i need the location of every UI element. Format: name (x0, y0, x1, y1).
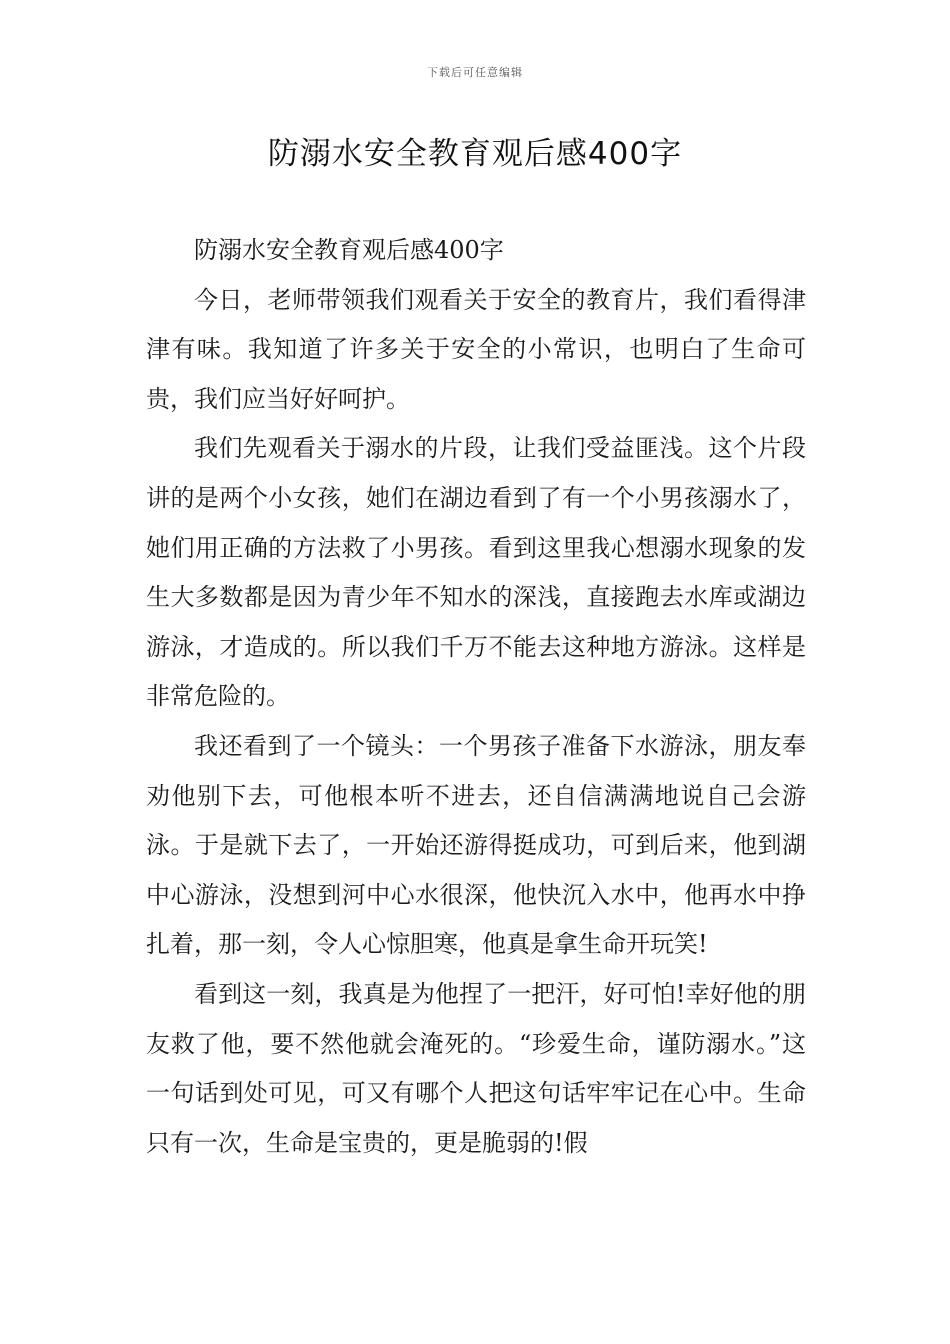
paragraph-4: 看到这一刻，我真是为他捏了一把汗，好可怕!幸好他的朋友救了他，要不然他就会淹死的。“珍爱生命，谨防溺水。”这一句话到处可见，可又有哪个人把这句话牢牢记在心中。生命只有一次，生命是宝贵的，更是脆弱的!假 (146, 979, 806, 1157)
paragraph-subtitle: 防溺水安全教育观后感400字 (194, 236, 504, 264)
paragraph-3: 我还看到了一个镜头：一个男孩子准备下水游泳，朋友奉劝他别下去，可他根本听不进去，还自信满满地说自己会游泳。于是就下去了，一开始还游得挺成功，可到后来，他到湖中心游泳，没想到河中心水很深，他快沉入水中，他再水中挣扎着，那一刻，令人心惊胆寒，他真是拿生命开玩笑! (146, 731, 806, 959)
document-title: 防溺水安全教育观后感400字 (267, 136, 683, 172)
paragraph-1: 今日，老师带领我们观看关于安全的教育片，我们看得津津有味。我知道了许多关于安全的小常识，也明白了生命可贵，我们应当好好呵护。 (146, 285, 806, 413)
paragraph-2: 我们先观看关于溺水的片段，让我们受益匪浅。这个片段讲的是两个小女孩，她们在湖边看到了有一个小男孩溺水了，她们用正确的方法救了小男孩。看到这里我心想溺水现象的发生大多数都是因为青少年不知水的深浅，直接跑去水库或湖边游泳，才造成的。所以我们千万不能去这种地方游泳。这样是非常危险的。 (146, 434, 806, 711)
header-note: 下载后可任意编辑 (427, 66, 523, 79)
document-body (146, 226, 806, 1168)
